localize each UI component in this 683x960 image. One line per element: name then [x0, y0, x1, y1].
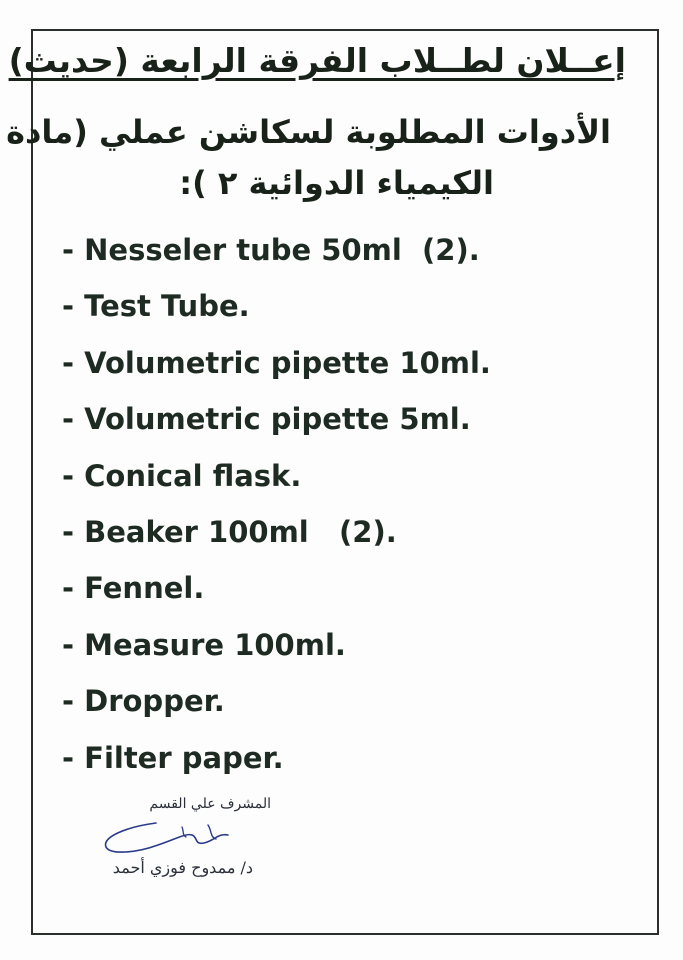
- announcement-subtitle-line2: الكيمياء الدوائية ٢ ):: [179, 164, 494, 202]
- list-item: - Filter paper.: [62, 740, 284, 775]
- list-item: - Dropper.: [62, 684, 225, 719]
- list-item: - Test Tube.: [62, 289, 250, 324]
- list-item: - Nesseler tube 50ml (2).: [62, 233, 480, 267]
- handwritten-signature: [96, 815, 246, 861]
- list-item: - Volumetric pipette 10ml.: [62, 345, 491, 380]
- list-item: - Volumetric pipette 5ml.: [62, 402, 471, 437]
- signature-name: د/ ممدوح فوزي أحمد: [112, 858, 253, 877]
- list-item: - Conical flask.: [62, 458, 302, 493]
- signature-role: المشرف علي القسم: [149, 796, 271, 812]
- list-item: - Fennel.: [62, 571, 205, 606]
- announcement-subtitle-line1: الأدوات المطلوبة لسكاشن عملي (مادة: [6, 113, 611, 151]
- list-item: - Measure 100ml.: [62, 627, 346, 662]
- tools-list: [62, 222, 491, 786]
- list-item: - Beaker 100ml (2).: [62, 514, 397, 549]
- announcement-title: إعــلان لطــلاب الفرقة الرابعة (حديث): [8, 41, 626, 80]
